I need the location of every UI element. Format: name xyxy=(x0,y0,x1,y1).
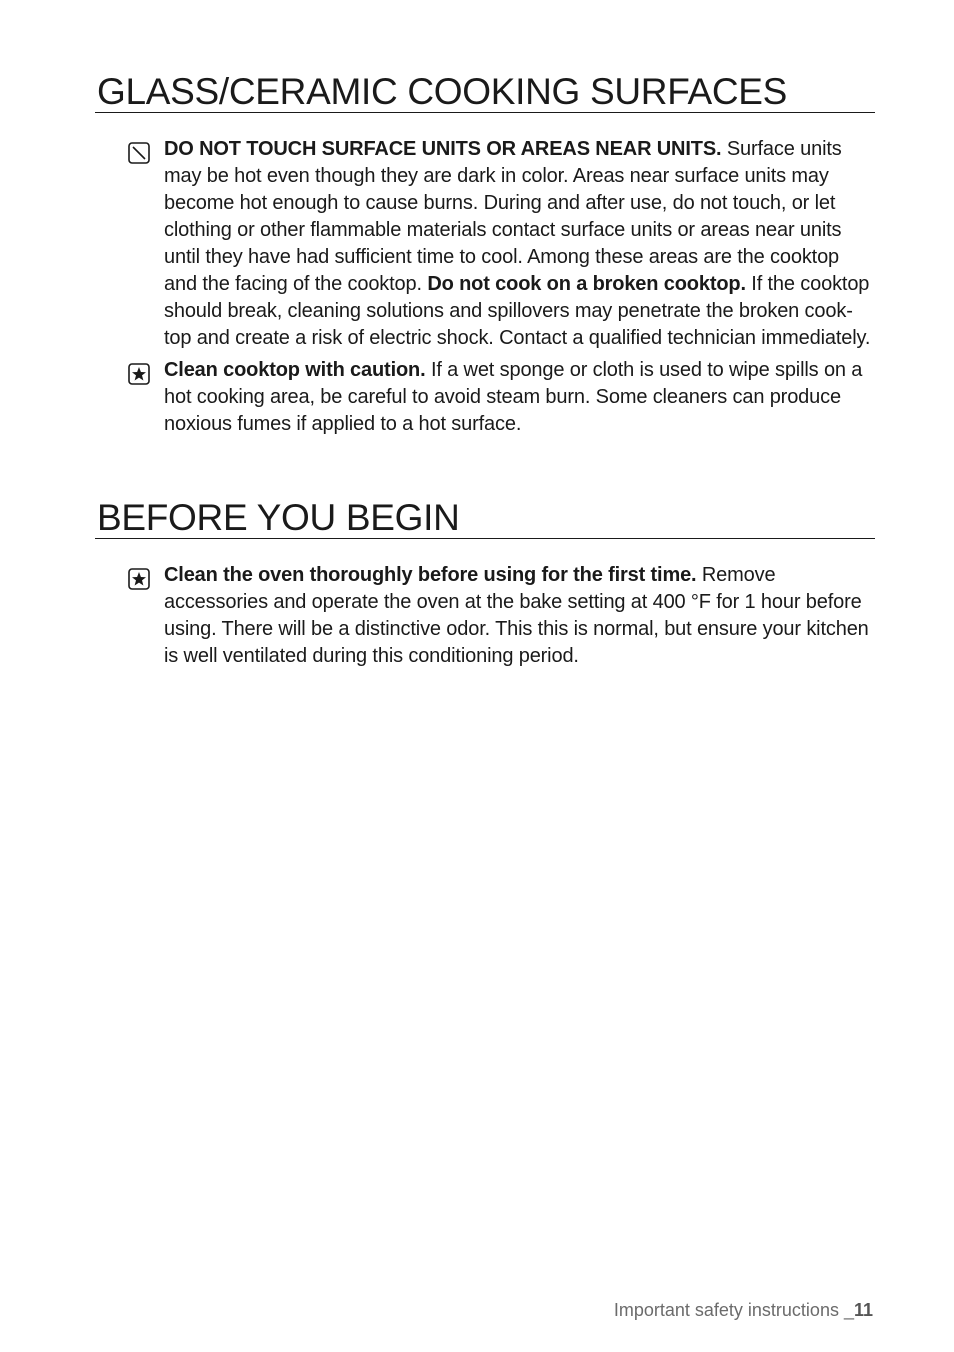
caution-body-text: If a wet sponge or cloth is used to wipe spills on a hot cooking area, be careful to avoid steam burn. Some cleaners can produce noxious fumes if applied to a hot surface. xyxy=(164,359,863,435)
section-before-you-begin xyxy=(95,498,875,670)
star-icon xyxy=(128,363,150,385)
section-glass-ceramic xyxy=(95,72,875,438)
note-item-clean-oven xyxy=(95,562,875,670)
note-lead-text: Clean the oven thoroughly before using for the first time. xyxy=(164,564,697,586)
footer-label: Important safety instructions _ xyxy=(613,1300,854,1320)
warning-body-text: Surface units may be hot even though they are dark in color. Areas near surface units may become hot enough to cause burns. During and after use, do not touch, or let clothing or other flammable materials contact surface units or areas near units until they have had sufficient time to cool. Among these areas are the cooktop and the facing of the cooktop. xyxy=(164,138,842,295)
section-title: GLASS/CERAMIC COOKING SURFACES xyxy=(95,72,875,113)
warning-lead-text-broken: Do not cook on a broken cooktop. xyxy=(427,273,746,295)
section-title: BEFORE YOU BEGIN xyxy=(95,498,875,539)
page-number: 11 xyxy=(853,1300,873,1320)
caution-item-clean-cooktop xyxy=(95,357,875,438)
caution-lead-text: Clean cooktop with caution. xyxy=(164,359,426,381)
warning-lead-text: DO NOT TOUCH SURFACE UNITS OR AREAS NEAR UNITS. xyxy=(164,138,722,160)
warning-body-text-broken: If the cooktop should break, cleaning solutions and spillovers may penetrate the broken cook-top and create a risk of electric shock. Contact a qualified technician immediately. xyxy=(164,273,871,349)
note-body-text: Remove accessories and operate the oven at the bake setting at 400 °F for 1 hour before using. There will be a distinctive odor. This this is normal, but ensure your kitchen is well ventilated during this conditioning period. xyxy=(164,564,869,667)
prohibited-icon xyxy=(128,142,150,164)
page-footer xyxy=(614,1300,873,1321)
star-icon xyxy=(128,568,150,590)
warning-item-do-not-touch xyxy=(95,136,875,352)
